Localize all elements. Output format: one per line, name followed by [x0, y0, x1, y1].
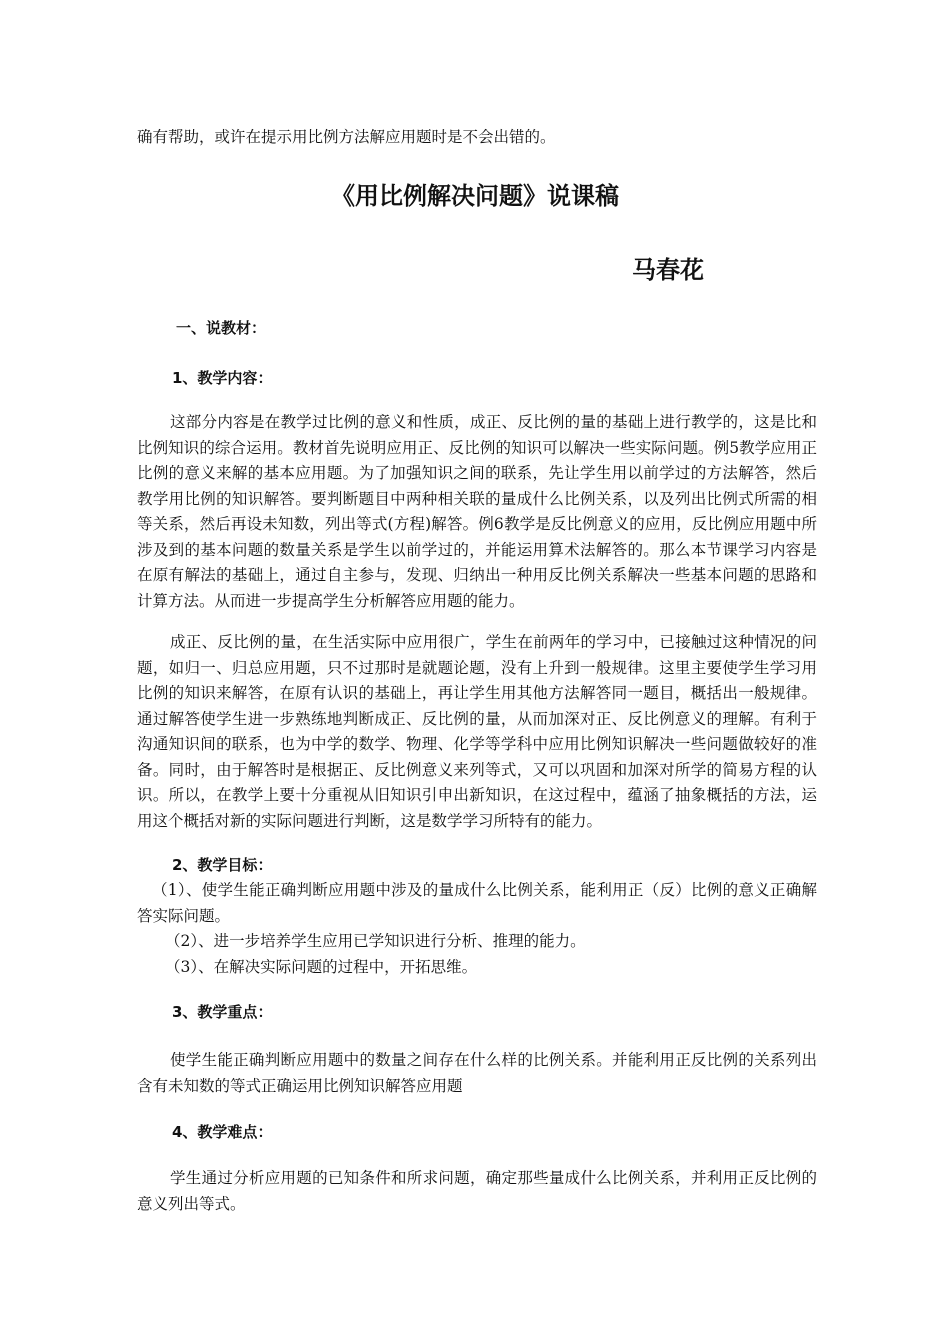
paragraph-key-points: 使学生能正确判断应用题中的数量之间存在什么样的比例关系。并能利用正反比例的关系列出含有未知数的等式正确运用比例知识解答应用题 [137, 1051, 817, 1095]
section-heading-textbook: 一、说教材： [176, 319, 267, 337]
document-title: 《用比例解决问题》说课稿 [331, 182, 619, 210]
goal-item-1: （1）、使学生能正确判断应用题中涉及的量成什么比例关系，能利用正（反）比例的意义正确解答实际问题。 [137, 881, 817, 925]
goal-item-3: （3）、在解决实际问题的过程中，开拓思维。 [165, 958, 478, 976]
goal-item-2: （2）、进一步培养学生应用已学知识进行分析、推理的能力。 [165, 932, 586, 950]
intro-line: 确有帮助，或许在提示用比例方法解应用题时是不会出错的。 [137, 128, 556, 146]
paragraph-difficulties: 学生通过分析应用题的已知条件和所求问题，确定那些量成什么比例关系，并利用正反比例的意义列出等式。 [137, 1169, 817, 1213]
subheading-difficulties: 4、教学难点： [172, 1123, 273, 1141]
paragraph-teaching-content: 这部分内容是在教学过比例的意义和性质，成正、反比例的量的基础上进行教学的，这是比和比例知识的综合运用。教材首先说明应用正、反比例的知识可以解决一些实际问题。例5教学应用正比例的意义来解的基本应用题。为了加强知识之间的联系，先让学生用以前学过的方法解答，然后教学用比例的知识解答。要判断题目中两种相关联的量成什么比例关系，以及列出比例式所需的相等关系，然后再设未知数，列出等式(方程)解答。例6教学是反比例意义的应用，反比例应用题中所涉及到的基本问题的数量关系是学生以前学过的，并能运用算术法解答的。那么本节课学习内容是在原有解法的基础上，通过自主参与，发现、归纳出一种用反比例关系解决一些基本问题的思路和计算方法。从而进一步提高学生分析解答应用题的能力。 [137, 413, 817, 610]
subheading-teaching-content: 1、教学内容： [172, 369, 273, 387]
subheading-key-points: 3、教学重点： [172, 1003, 273, 1021]
author-name: 马春花 [632, 256, 704, 284]
subheading-teaching-goals: 2、教学目标： [172, 856, 273, 874]
paragraph-application: 成正、反比例的量，在生活实际中应用很广，学生在前两年的学习中，已接触过这种情况的问题，如归一、归总应用题，只不过那时是就题论题，没有上升到一般规律。这里主要使学生学习用比例的知识来解答，在原有认识的基础上，再让学生用其他方法解答同一题目，概括出一般规律。通过解答使学生进一步熟练地判断成正、反比例的量，从而加深对正、反比例意义的理解。有利于沟通知识间的联系，也为中学的数学、物理、化学等学科中应用比例知识解决一些问题做较好的准备。同时，由于解答时是根据正、反比例意义来列等式，又可以巩固和加深对所学的简易方程的认识。所以，在教学上要十分重视从旧知识引申出新知识，在这过程中，蕴涵了抽象概括的方法，运用这个概括对新的实际问题进行判断，这是数学学习所特有的能力。 [137, 633, 817, 830]
